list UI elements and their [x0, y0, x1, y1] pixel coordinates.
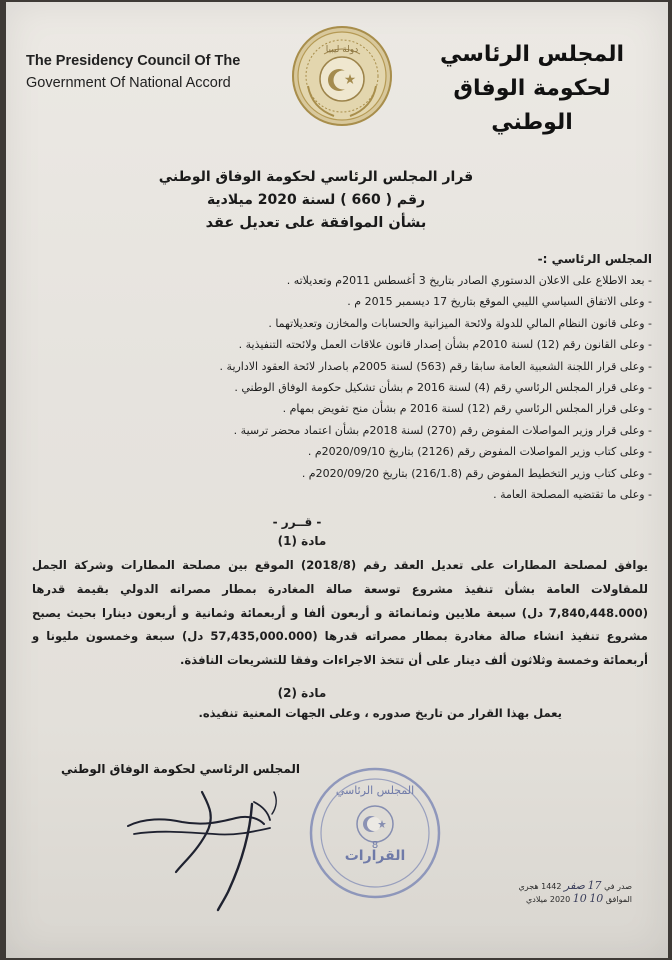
stamp-bottom-text: القرارات — [344, 848, 406, 864]
preamble-clause: - وعلى الاتفاق السياسي الليبي الموقع بتاريخ 17 ديسمبر 2015 م . — [347, 295, 652, 309]
preamble-clause: - بعد الاطلاع على الاعلان الدستوري الصادر بتاريخ 3 أغسطس 2011م وتعديلاته . — [286, 274, 652, 287]
decree-number-line: رقم ( 660 ) لسنة 2020 ميلادية — [206, 192, 426, 208]
article1-label: مادة (1) — [277, 534, 327, 548]
reference-box — [482, 880, 632, 932]
hijri-year: 1442 هجري — [518, 882, 562, 891]
letterhead-english — [26, 50, 286, 94]
preamble-clause: - وعلى كتاب وزير التخطيط المفوض رقم (216/1.8) بتاريخ 2020/09/20م . — [301, 466, 652, 480]
letterhead-arabic-line1: المجلس الرئاسي — [439, 42, 625, 67]
gregorian-year: 2020 ميلادي — [526, 895, 571, 904]
document-page — [6, 2, 668, 958]
stamp-number: 8 — [371, 840, 379, 851]
gregorian-label: الموافق — [605, 895, 632, 904]
signatory-title: المجلس الرئاسي لحكومة الوفاق الوطني — [60, 762, 300, 776]
preamble-clause: - وعلى القانون رقم (12) لسنة 2010م بشأن إصدار قانون علاقات العمل ولائحته التنفيذية . — [238, 338, 652, 352]
stamp-top-text: المجلس الرئاسي — [335, 784, 415, 797]
official-stamp — [306, 764, 444, 902]
gregorian-month: 10 — [572, 892, 587, 905]
article2-label: مادة (2) — [277, 686, 327, 700]
hijri-day: 17 — [587, 879, 602, 892]
letterhead-english-line2: Government Of National Accord — [26, 75, 231, 91]
preamble-clause: - وعلى ما تقتضيه المصلحة العامة . — [493, 488, 652, 502]
decree-heading: - قــرر - — [272, 515, 322, 529]
gregorian-date-row — [482, 893, 632, 906]
preamble-clause: - وعلى قرار وزير المواصلات المفوض رقم (270) لسنة 2018م بشأن اعتماد محضر ترسية . — [233, 423, 652, 437]
emblem-top-text: دولة ليبيا — [325, 45, 359, 55]
hijri-month: صفر — [564, 879, 586, 892]
decree-title-line1: قرار المجلس الرئاسي لحكومة الوفاق الوطني — [158, 169, 474, 185]
article2-text: يعمل بهذا القرار من تاريخ صدوره ، وعلى الجهات المعنية تنفيذه. — [198, 706, 562, 720]
article1-text: يوافق لمصلحة المطارات على تعديل العقد رقم (2018/8) الموقع بين مصلحة المطارات وشركة الجمل للمقاولات العامة بشأن تنفيذ مشروع توسعة صالة المغادرة بمطار مصراته الدولي بقيمة قدرها (7,840,448.000 دل) سبعة ملايين وثمانمائة و أربعون ألفا و أربعمائة وثمانية و أربعون دينارا بحيث يصبح مشروع تنفيذ انشاء صالة مغادرة بمطار مصراته قدرها (57,435,000.000 دل) سبعة وخمسون مليونا و أربعمائة وخمسة وثلاثون ألف دينار على أن تتخذ الاجراءات وفقا للتشريعات النافذة. — [32, 558, 648, 668]
preamble-clause: - وعلى قرار المجلس الرئاسي رقم (12) لسنة 2016 م بشأن منح تفويض بمهام . — [282, 402, 652, 416]
preamble — [52, 248, 652, 505]
letterhead-english-line1: The Presidency Council Of The — [26, 53, 241, 69]
preamble-clause: - وعلى قرار المجلس الرئاسي رقم (4) لسنة 2016 م بشأن تشكيل حكومة الوفاق الوطني . — [234, 381, 652, 395]
preamble-intro: المجلس الرئاسي :- — [537, 252, 652, 266]
decree-title — [156, 165, 476, 235]
preamble-clause: - وعلى قانون النظام المالي للدولة ولائحة الميزانية والحسابات والمخازن وتعديلاتهما . — [268, 316, 652, 330]
letterhead-arabic — [432, 38, 632, 140]
hijri-date-row — [482, 880, 632, 893]
gregorian-day: 10 — [589, 892, 604, 905]
hijri-label: صدر في — [604, 882, 632, 891]
letterhead-arabic-line2: لحكومة الوفاق الوطني — [453, 76, 611, 135]
handwritten-signature — [124, 782, 294, 922]
preamble-clause: - وعلى قرار اللجنة الشعبية العامة سابقا رقم (563) لسنة 2005م باصدار لائحة العقود الادارية . — [219, 359, 652, 373]
preamble-clause: - وعلى كتاب وزير المواصلات المفوض رقم (2126) بتاريخ 2020/09/10م . — [307, 445, 652, 459]
state-emblem — [290, 24, 394, 128]
decree-subject-line: بشأن الموافقة على تعديل عقد — [205, 215, 427, 231]
